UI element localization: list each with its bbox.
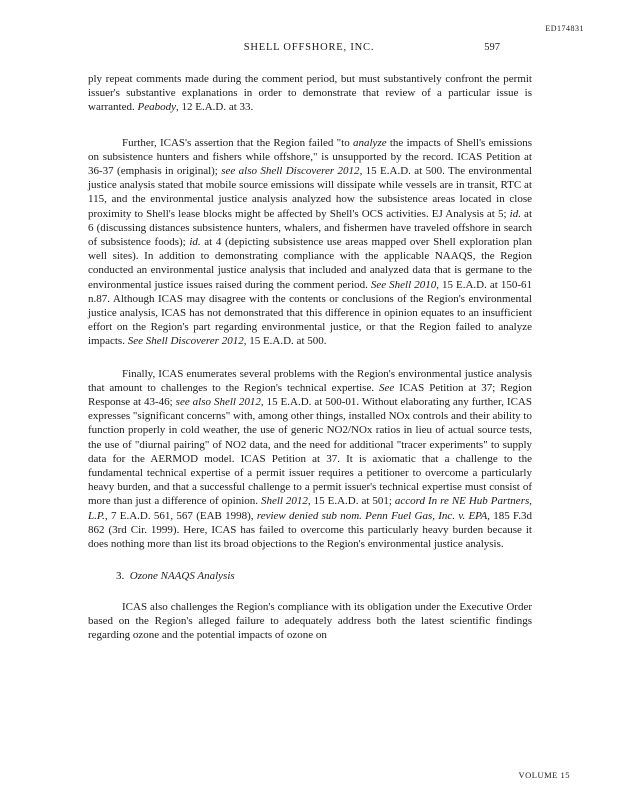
paragraph-2: Further, ICAS's assertion that the Region failed "to analyze the impacts of Shell's emissions on subsistence hunters and fishers while offshore," is unsupported by the record. ICAS Petition at 36-37 (emphasis in original); see also Shell Discoverer 2012, 15 E.A.D. at 500. The environmental justice analysis stated that mobile source emissions will dissipate while vessels are in transit, RTC at 115, and the environmental justice analysis analyzed how the subsistence areas located in close proximity to Shell's lease blocks might be affected by Shell's OCS activities. EJ Analysis at 5; id. at 6 (discussing distances subsistence hunters, whalers, and fishermen have traveled offshore in search of subsistence foods); id. at 4 (depicting subsistence use areas mapped over Shell exploration plan well sites). In addition to demonstrating compliance with the applicable NAAQS, the Region conducted an environmental justice analysis that included and analyzed data that is germane to the environmental justice issues raised during the comment period. See Shell 2010, 15 E.A.D. at 150-61 n.87. Although ICAS may disagree with the contents or conclusions of the Region's environmental justice analysis, ICAS has not demonstrated that this difference in opinion equates to an insufficient effort on the Region's part regarding environmental justice, or that the Region failed to analyze impacts. See Shell Discoverer 2012, 15 E.A.D. at 500. <box>88 136 533 348</box>
volume-footer: VOLUME 15 <box>518 770 570 780</box>
paragraph-4: ICAS also challenges the Region's compliance with its obligation under the Executive Order based on the Region's alleged failure to adequately address both the latest scientific findings regarding ozone and the potential impacts of ozone on <box>88 600 532 641</box>
document-id: ED174831 <box>545 24 584 33</box>
header-title: SHELL OFFSHORE, INC. <box>243 42 375 53</box>
section-heading: 3. Ozone NAAQS Analysis <box>116 570 235 583</box>
paragraph-1: ply repeat comments made during the comment period, but must substantively confront the permit issuer's substantive explanations in order to demonstrate that review of a particular issue is warranted. Peabody, 12 E.A.D. at 33. <box>88 73 532 114</box>
document-body <box>88 72 532 660</box>
paragraph-3: Finally, ICAS enumerates several problems with the Region's environmental justice analysis that amount to challenges to the Region's technical expertise. See ICAS Petition at 37; Region Response at 43-46; see also Shell 2012, 15 E.A.D. at 500-01. Without elaborating any further, ICAS expresses "significant concerns" with, among other things, installed NOx controls and their ability to function properly in cold weather, the use of generic NO2/NOx ratios in lieu of actual source tests, the use of "diurnal pairing" of NO2 data, and the need for additional "tracer experiments" to supply data for the AERMOD model. ICAS Petition at 37. It is axiomatic that a challenge to the fundamental technical expertise of a permit issuer requires a petitioner to overcome a particularly heavy burden, and that a successful challenge to a permit issuer's technical expertise must consist of more than just a difference of opinion. Shell 2012, 15 E.A.D. at 501; accord In re NE Hub Partners, L.P., 7 E.A.D. 561, 567 (EAB 1998), review denied sub nom. Penn Fuel Gas, Inc. v. EPA, 185 F.3d 862 (3rd Cir. 1999). Here, ICAS has failed to overcome this particularly heavy burden because it does nothing more than list its broad objections to the Region's environmental justice analysis. <box>88 367 533 551</box>
page-number: 597 <box>484 42 500 53</box>
